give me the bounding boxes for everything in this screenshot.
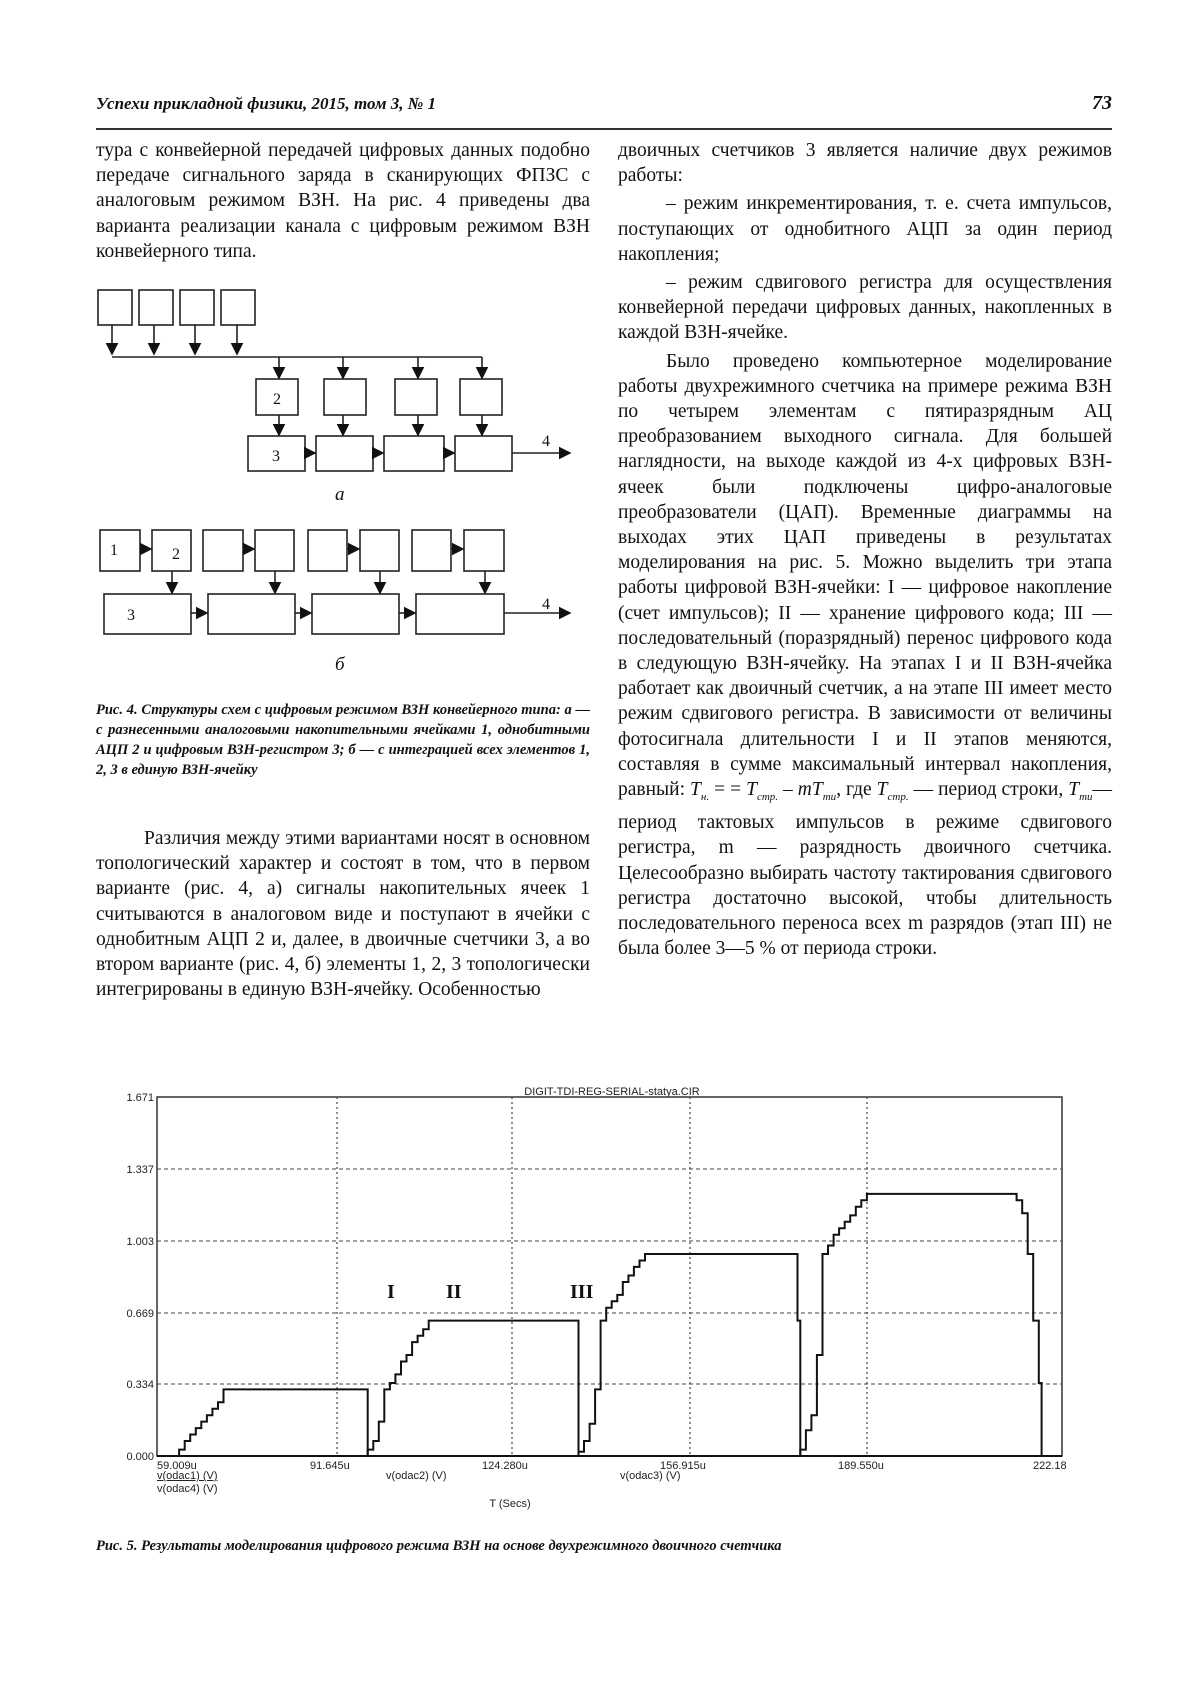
running-header (96, 92, 1112, 122)
formula-text: – m (778, 779, 812, 801)
left-column-bottom (96, 826, 590, 1002)
formula-symbol: T (1068, 779, 1080, 801)
paragraph (618, 349, 1112, 962)
stage-label-II: II (446, 1281, 462, 1303)
y-tick: 1.337 (126, 1164, 154, 1176)
paragraph: двоичных счетчиков 3 является наличие двух режимов работы: (618, 140, 1112, 187)
diagram-a-svg (90, 280, 590, 480)
formula-symbol: T (690, 779, 701, 801)
right-column (618, 138, 1112, 961)
list-item: – режим сдвигового регистра для осуществления конвейерной передачи цифровых данных, накопленных в каждой ВЗН-ячейке. (618, 272, 1112, 344)
formula-text: , где (836, 779, 877, 801)
chart-title: DIGIT-TDI-REG-SERIAL-statya.CIR (524, 1086, 700, 1098)
journal-title: Успехи прикладной физики, 2015, том 3, № 1 (96, 94, 437, 113)
legend-odac2: v(odac2) (V) (386, 1470, 447, 1482)
plot-frame (157, 1097, 1062, 1456)
stage-label-I: I (387, 1281, 395, 1303)
series-line (800, 1194, 1041, 1456)
paragraph-text: Было проведено компьютерное моделирование работы двухрежимного счетчика на примере режима ВЗН по четырем элементам с пятиразрядным АЦ преобразованием выходного сигнала. Для большей наглядности, на выходе каждой из 4-х цифровых ВЗН-ячеек были подключены цифро-аналоговые преобразователи (ЦАП). Временные диаграммы на выходах этих ЦАП приведены в результатах моделирования на рис. 5. Можно выделить три этапа работы цифровой ВЗН-ячейки: I — цифровое накопление (счет импульсов); II — хранение цифрового кода; III — последовательный (поразрядный) перенос цифрового кода в следующую ВЗН-ячейку. На этапах I и II ВЗН-ячейка работает как двоичный счетчик, а на этапе III имеет место режим сдвигового регистра. В зависимости от величины фотосигнала длительности I и II этапов меняются, составляя в сумме максимальный интервал накопления, равный: (618, 350, 1112, 801)
legend-odac1: v(odac1) (V) (157, 1470, 218, 1482)
series-line (579, 1254, 801, 1456)
x-tick: 124.280u (482, 1460, 528, 1472)
formula-text: — период строки, (908, 779, 1069, 801)
block-label-3: 3 (272, 448, 280, 465)
y-tick: 0.334 (126, 1379, 154, 1391)
formula-symbol: T (876, 779, 888, 801)
horizontal-gridlines (157, 1169, 1062, 1384)
block-label-3: 3 (127, 607, 135, 624)
page-number: 73 (1092, 92, 1112, 114)
left-column-top (96, 138, 590, 264)
formula-subscript: ти (822, 790, 837, 803)
x-tick: 156.915u (660, 1460, 706, 1472)
series-line (368, 1321, 579, 1456)
y-tick: 1.671 (126, 1092, 154, 1104)
x-tick: 222.18 (1033, 1460, 1067, 1472)
formula-subscript: н. (700, 790, 710, 803)
list-item: – режим инкрементирования, т. е. счета импульсов, поступающих от однобитного АЦП за один период накопления; (618, 193, 1112, 265)
legend-odac3: v(odac3) (V) (620, 1470, 681, 1482)
y-tick: 0.669 (126, 1308, 154, 1320)
y-tick: 0.000 (126, 1451, 154, 1463)
paragraph: Различия между этими вариантами носят в основном топологический характер и состоят в том, что в первом варианте (рис. 4, а) сигналы накопительных ячеек 1 считываются в аналоговом виде и поступают в ячейки с однобитным АЦП 2 и, далее, в двоичные счетчики 3, а во втором варианте (рис. 4, б) элементы 1, 2, 3 топологически интегрированы в единую ВЗН-ячейку. Особенностью (96, 828, 590, 1001)
formula-symbol: T (811, 779, 823, 801)
x-tick: 91.645u (310, 1460, 350, 1472)
diagram-b-svg (90, 525, 590, 640)
block-label-1: 1 (110, 542, 118, 559)
figure4-caption: Рис. 4. Структуры схем с цифровым режимом ВЗН конвейерного типа: а — с разнесенными аналоговыми накопительными ячейками 1, однобитными АЦП 2 и цифровым ВЗН-регистром 3; б — с интеграцией всех элементов 1, 2, 3 в единую ВЗН-ячейку (96, 702, 590, 778)
y-tick: 1.003 (126, 1236, 154, 1248)
chart-series (157, 1194, 1062, 1456)
formula-subscript: стр. (756, 790, 779, 803)
figure5-chart (100, 1080, 1080, 1510)
series-line (174, 1389, 368, 1456)
stage-label-III: III (570, 1281, 594, 1303)
figure4-label-a: а (335, 484, 345, 505)
formula-symbol: T (746, 779, 757, 801)
formula-subscript: ти (1079, 790, 1093, 803)
output-label-4: 4 (542, 596, 550, 613)
figure5-caption: Рис. 5. Результаты моделирования цифрового режима ВЗН на основе двухрежимного двоичного счетчика (96, 1538, 782, 1554)
legend-odac4: v(odac4) (V) (157, 1483, 218, 1495)
formula-subscript: стр. (887, 790, 909, 803)
paragraph: тура с конвейерной передачей цифровых данных подобно передаче сигнального заряда в сканирующих ФПЗС с аналоговым режимом ВЗН. На рис. 4 приведены два варианта реализации канала с цифровым режимом ВЗН конвейерного типа. (96, 140, 590, 262)
paragraph-text: — период тактовых импульсов в режиме сдвигового регистра, m — разрядность двоичного счетчика. Целесообразно выбирать частоту тактирования сдвигового регистра достаточно высокой, чтобы длительность последовательного переноса всех m разрядов (этап III) не была более 3—5 % от периода строки. (618, 779, 1113, 960)
x-axis-title: T (Secs) (489, 1498, 531, 1510)
x-tick: 189.550u (838, 1460, 884, 1472)
output-label-4: 4 (542, 433, 550, 450)
vertical-gridlines (337, 1097, 867, 1456)
formula-text: = = (709, 779, 747, 801)
block-label-2: 2 (273, 391, 281, 408)
figure4-label-b: б (335, 654, 345, 675)
block-label-2: 2 (172, 546, 180, 563)
x-tick: 59.009u (157, 1460, 197, 1472)
header-rule (96, 128, 1112, 130)
